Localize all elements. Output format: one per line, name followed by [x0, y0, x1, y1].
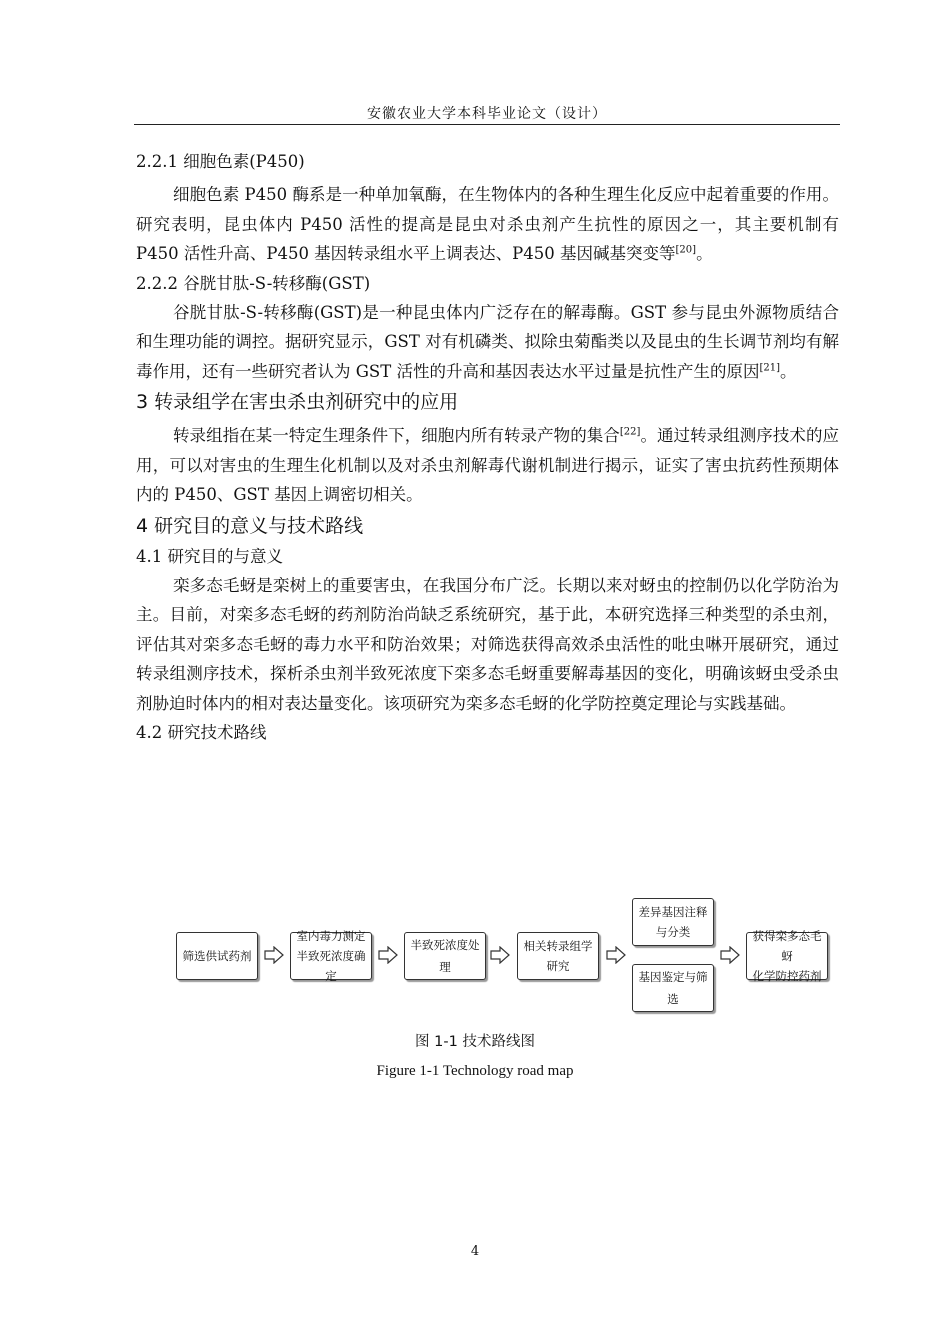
- box-lab-toxicity: [290, 929, 372, 983]
- box-control-agent-line1: 获得栾多态毛蚜: [752, 929, 822, 963]
- box-screen-agents: [176, 932, 258, 980]
- box-lc50-treatment: [404, 932, 486, 980]
- box-screen-agents-label: 筛选供试药剂: [182, 949, 252, 963]
- figure-caption-en: Figure 1-1 Technology road map: [376, 1063, 574, 1079]
- page-number: 4: [470, 1244, 480, 1259]
- heading-4-1: 4.1 研究目的与意义: [136, 546, 283, 566]
- paragraph-p450-end: 。: [696, 244, 713, 263]
- box-control-agent-line2: 化学防控药剂: [752, 969, 822, 983]
- paragraph-gst-end: 。: [780, 361, 797, 381]
- arrow-right-icon: [606, 946, 626, 964]
- arrow-right-icon: [378, 946, 398, 964]
- heading-3: 3 转录组学在害虫杀虫剂研究中的应用: [136, 391, 459, 413]
- citation-22: [22]: [619, 426, 641, 438]
- box-transcriptome-study-line1: 相关转录组学: [523, 939, 593, 953]
- box-lab-toxicity-line2: 半致死浓度确定: [296, 949, 366, 983]
- running-header: 安徽农业大学本科毕业论文（设计）: [367, 106, 607, 122]
- box-lc50-treatment-label: 半致死浓度处理: [410, 938, 480, 974]
- box-lab-toxicity-line1: 室内毒力测定: [296, 929, 366, 943]
- paragraph-gst-text: 谷胱甘肽-S-转移酶(GST)是一种昆虫体内广泛存在的解毒酶。GST 参与昆虫外源物质结合和生理功能的调控。据研究显示，GST 对有机磷类、拟除虫菊酯类以及昆虫的生长调节剂均有解毒作用，还有一些研究者认为 GST 活性的升高和基因表达水平过量是抗性产生的原因: [136, 302, 839, 381]
- heading-2-2-2: 2.2.2 谷胱甘肽-S-转移酶(GST): [136, 273, 371, 293]
- technology-roadmap-diagram: [150, 890, 850, 1020]
- heading-4-2: 4.2 研究技术路线: [136, 723, 267, 742]
- box-gene-annotation-line1: 差异基因注释: [638, 905, 708, 919]
- figure-caption-cn: 图 1-1 技术路线图: [415, 1034, 535, 1050]
- paragraph-purpose: 栾多态毛蚜是栾树上的重要害虫，在我国分布广泛。长期以来对蚜虫的控制仍以化学防治为主。目前，对栾多态毛蚜的药剂防治尚缺乏系统研究，基于此，本研究选择三种类型的杀虫剂，评估其对栾多态毛蚜的毒力水平和防治效果；对筛选获得高效杀虫活性的吡虫啉开展研究，通过转录组测序技术，探析杀虫剂半致死浓度下栾多态毛蚜重要解毒基因的变化，明确该蚜虫受杀虫剂胁迫时体内的相对表达量变化。该项研究为栾多态毛蚜的化学防控奠定理论与实践基础。: [136, 575, 839, 713]
- paragraph-transcriptome-text-b: 。通过转录组测序技术的应用，可以对害虫的生理生化机制以及对杀虫剂解毒代谢机制进行揭示，证实了害虫抗药性预期体内的 P450、GST 基因上调密切相关。: [136, 426, 840, 504]
- arrow-right-icon: [720, 946, 740, 964]
- paragraph-transcriptome-text-a: 转录组指在某一特定生理条件下，细胞内所有转录产物的集合: [173, 426, 620, 445]
- heading-4: 4 研究目的意义与技术路线: [136, 514, 364, 537]
- box-gene-annotation-line2: 与分类: [655, 925, 691, 939]
- heading-2-2-1: 2.2.1 细胞色素(P450): [136, 152, 305, 171]
- box-gene-annotation: [632, 898, 714, 946]
- paragraph-p450: [136, 180, 839, 269]
- body-content: [136, 150, 839, 747]
- citation-21: [21]: [759, 362, 781, 373]
- paragraph-p450-text: 细胞色素 P450 酶系是一种单加氧酶，在生物体内的各种生理生化反应中起着重要的作用。研究表明，昆虫体内 P450 活性的提高是昆虫对杀虫剂产生抗性的原因之一，其主要机制有 P450 活性升高、P450 基因转录组水平上调表达、P450 基因碱基突变等: [136, 185, 839, 263]
- citation-20: [20]: [675, 244, 697, 256]
- arrow-right-icon: [490, 946, 510, 964]
- paragraph-transcriptome: [136, 421, 839, 510]
- box-gene-identification: [632, 964, 714, 1012]
- header-rule: [134, 124, 840, 125]
- paragraph-gst: [136, 298, 839, 387]
- box-control-agent: [746, 929, 828, 983]
- box-transcriptome-study: [517, 932, 599, 980]
- box-transcriptome-study-line2: 研究: [546, 959, 570, 973]
- box-gene-identification-label: 基因鉴定与筛选: [638, 970, 708, 1006]
- arrow-right-icon: [264, 946, 284, 964]
